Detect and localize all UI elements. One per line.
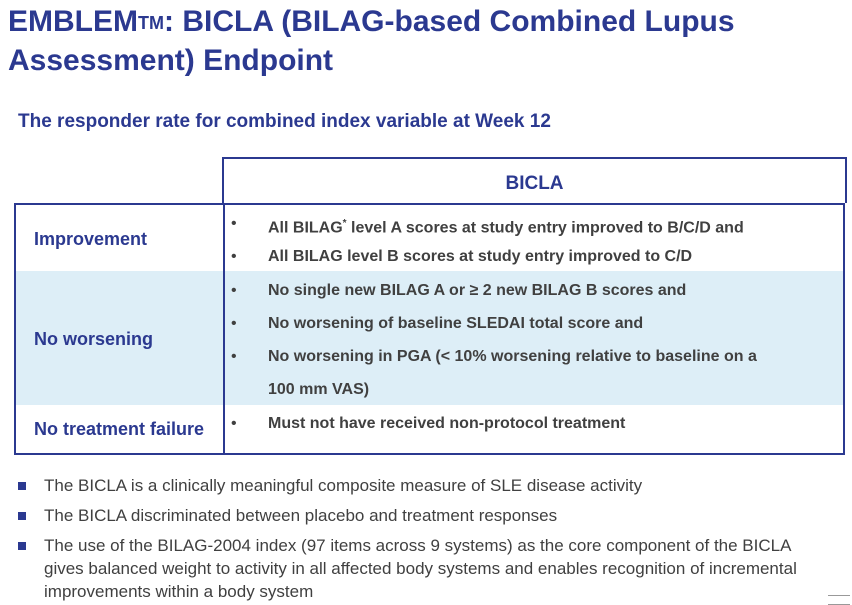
table-body	[14, 203, 845, 455]
table-row-no-treatment-failure: No treatment failure • Must not have received non-protocol treatment	[16, 405, 843, 453]
bullet-dot-icon: •	[231, 348, 237, 365]
column-divider	[223, 205, 225, 453]
square-bullet-icon	[18, 482, 26, 490]
row-label-no-worsening: No worsening	[34, 329, 154, 349]
table-header-cell	[222, 157, 847, 203]
table-subtitle: The responder rate for combined index variable at Week 12	[18, 111, 551, 132]
row-label-improvement: Improvement	[34, 229, 148, 249]
square-bullet-icon	[18, 542, 26, 550]
page-title: EMBLEM™: BICLA (BILAG-based Combined Lupus Assessment) Endpoint	[8, 5, 735, 77]
bicla-table	[14, 157, 845, 457]
square-bullet-icon	[18, 512, 26, 520]
table-row-improvement: Improvement • All BILAG* level A scores at study entry improved to B/C/D and • All BILAG level B scores at study entry improved to C/D	[16, 205, 843, 271]
table-row-no-worsening: No worsening • No single new BILAG A or ≥ 2 new BILAG B scores and • No worsening of baseline SLEDAI total score and • No worsening in PGA (< 10% worsening relative to baseline on a 100 mm VAS)	[16, 271, 843, 405]
bullet-dot-icon: •	[231, 415, 237, 432]
bullet-dot-icon: •	[231, 315, 237, 332]
bullet-dot-icon: •	[231, 248, 237, 265]
bullet-dot-icon: •	[231, 215, 237, 232]
table-header-label: BICLA	[505, 173, 564, 194]
corner-mark	[828, 595, 850, 605]
bullet-dot-icon: •	[231, 282, 237, 299]
row-label-no-treatment-failure: No treatment failure	[34, 419, 205, 439]
